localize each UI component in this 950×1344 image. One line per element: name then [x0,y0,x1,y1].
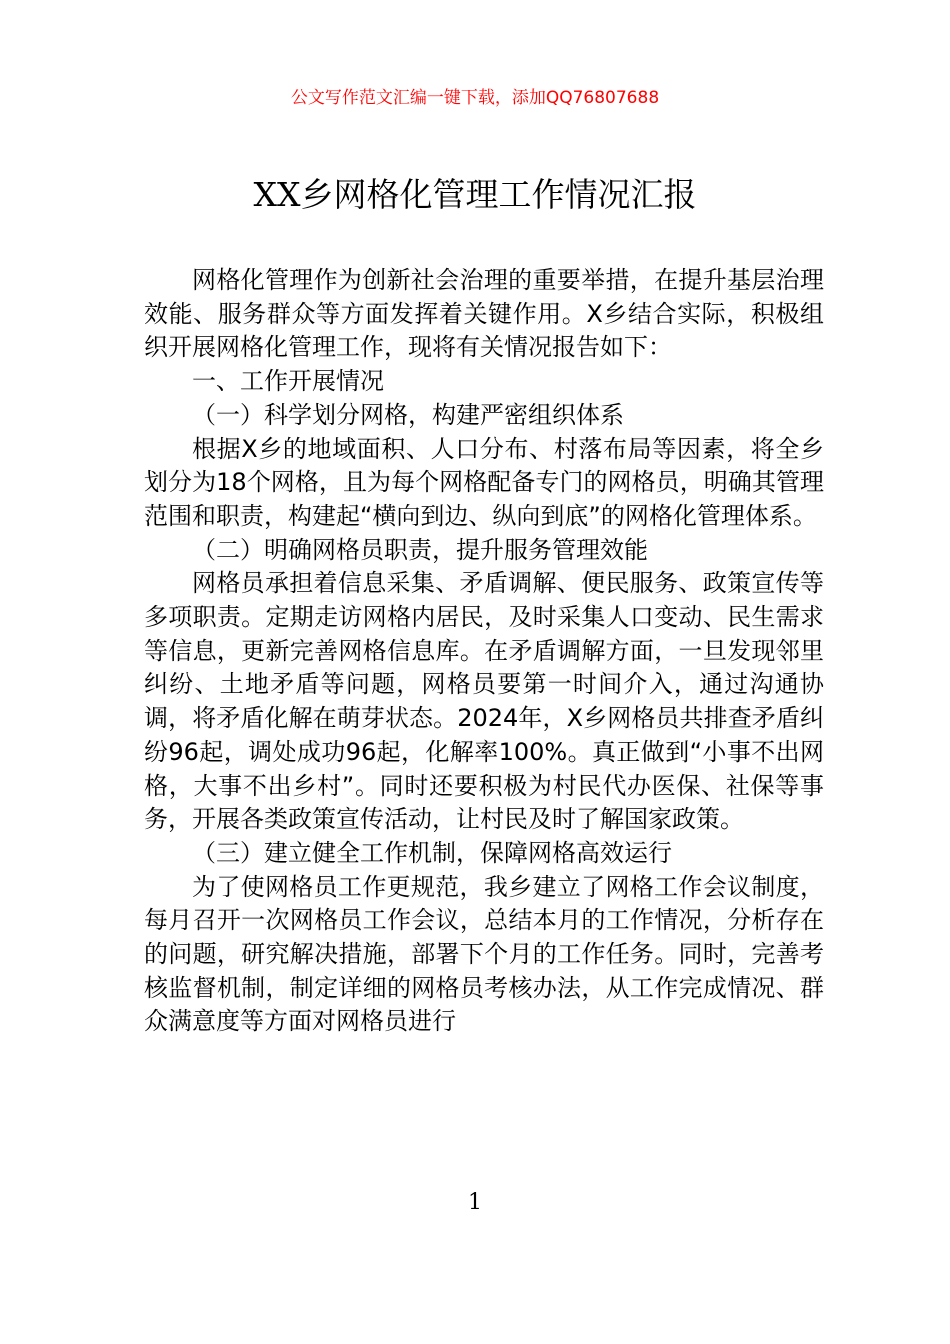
document-body [144,264,824,1039]
subsection-heading-1: （一）科学划分网格，构建严密组织体系 [192,400,624,429]
subsection-heading-2: （二）明确网格员职责，提升服务管理效能 [192,535,648,564]
subsection-heading-3: （三）建立健全工作机制，保障网格高效运行 [192,838,672,867]
page-number: 1 [468,1190,482,1215]
section-heading-1: 一、工作开展情况 [192,367,384,396]
body-paragraph: 根据X乡的地域面积、人口分布、村落布局等因素，将全乡划分为18个网格，且为每个网格配备专门的网格员，明确其管理范围和职责，构建起“横向到边、纵向到底”的网格化管理体系。 [144,434,824,530]
document-title: XX乡网格化管理工作情况汇报 [253,175,697,214]
download-banner: 公文写作范文汇编一键下载，添加QQ76807688 [290,88,660,108]
intro-paragraph: 网格化管理作为创新社会治理的重要举措，在提升基层治理效能、服务群众等方面发挥着关键作用。X乡结合实际，积极组织开展网格化管理工作，现将有关情况报告如下： [144,266,824,362]
body-paragraph: 为了使网格员工作更规范，我乡建立了网格工作会议制度，每月召开一次网格员工作会议，总结本月的工作情况，分析存在的问题，研究解决措施，部署下个月的工作任务。同时，完善考核监督机制，制定详细的网格员考核办法，从工作完成情况、群众满意度等方面对网格员进行 [144,872,824,1036]
body-paragraph: 网格员承担着信息采集、矛盾调解、便民服务、政策宣传等多项职责。定期走访网格内居民，及时采集人口变动、民生需求等信息，更新完善网格信息库。在矛盾调解方面，一旦发现邻里纠纷、土地矛盾等问题，网格员要第一时间介入，通过沟通协调，将矛盾化解在萌芽状态。2024年，X乡网格员共排查矛盾纠纷96起，调处成功96起，化解率100%。真正做到“小事不出网格，大事不出乡村”。同时还要积极为村民代办医保、社保等事务，开展各类政策宣传活动，让村民及时了解国家政策。 [144,569,824,834]
